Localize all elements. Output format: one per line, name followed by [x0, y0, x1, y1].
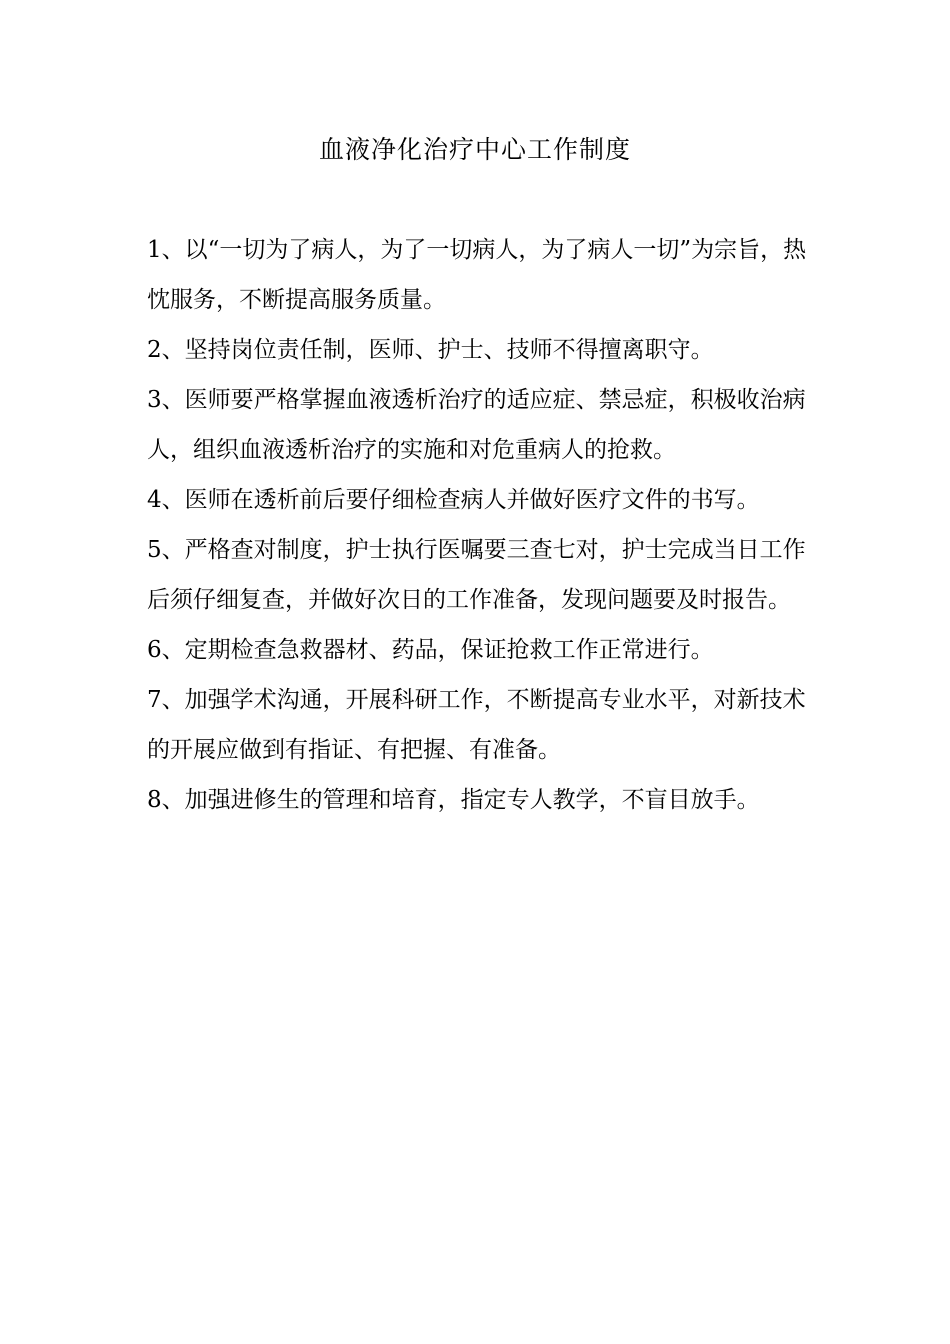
rule-item-5: 5、严格查对制度，护士执行医嘱要三查七对，护士完成当日工作后须仔细复查，并做好次日的工作准备，发现问题要及时报告。 — [147, 537, 806, 613]
document-title: 血液净化治疗中心工作制度 — [318, 135, 631, 164]
rule-item-4: 4、医师在透析前后要仔细检查病人并做好医疗文件的书写。 — [147, 487, 760, 513]
rule-item-6: 6、定期检查急救器材、药品，保证抢救工作正常进行。 — [147, 637, 714, 663]
rule-item-2: 2、坚持岗位责任制，医师、护士、技师不得擅离职守。 — [147, 337, 714, 363]
rule-item-7: 7、加强学术沟通，开展科研工作，不断提高专业水平，对新技术的开展应做到有指证、有把握、有准备。 — [147, 687, 806, 763]
rule-item-3: 3、医师要严格掌握血液透析治疗的适应症、禁忌症，积极收治病人，组织血液透析治疗的实施和对危重病人的抢救。 — [147, 387, 806, 463]
rule-item-8: 8、加强进修生的管理和培育，指定专人教学，不盲目放手。 — [147, 787, 760, 813]
rules-list — [147, 225, 807, 825]
rule-item-1: 1、以“一切为了病人，为了一切病人，为了病人一切”为宗旨，热忱服务，不断提高服务质量。 — [147, 237, 807, 313]
